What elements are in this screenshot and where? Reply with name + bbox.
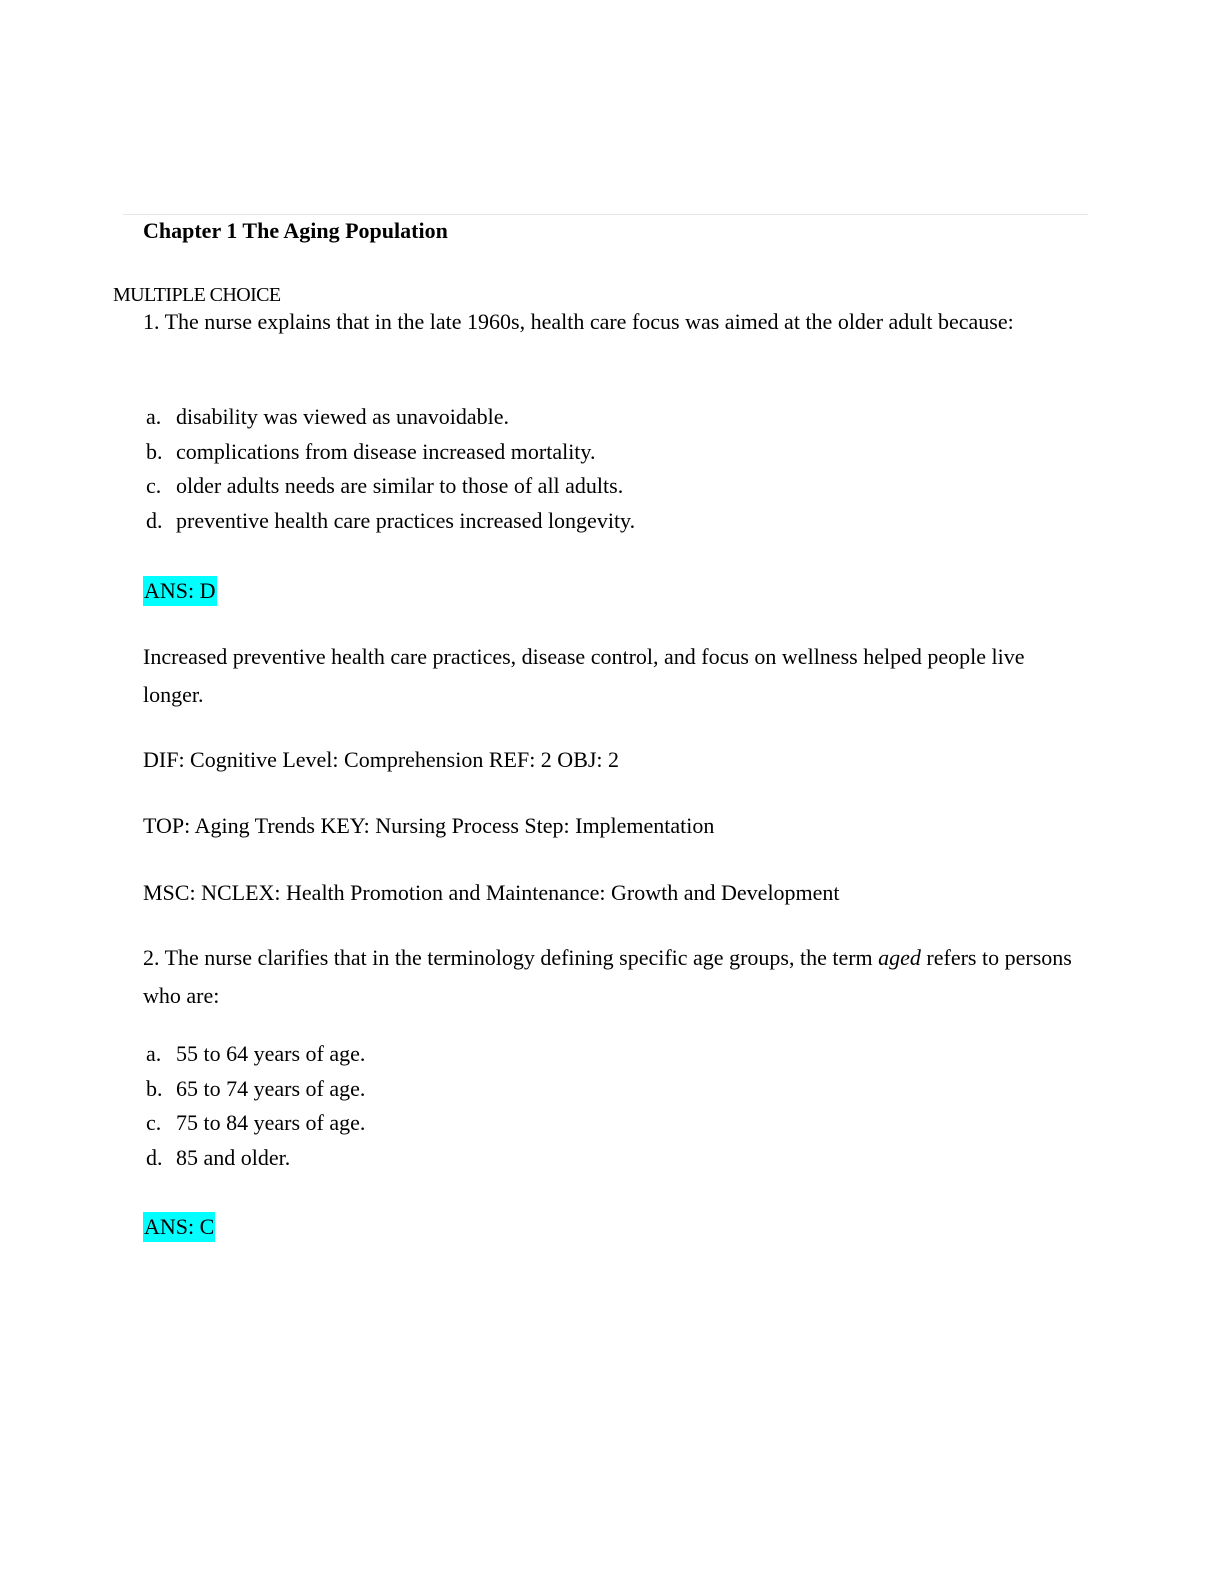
option-item xyxy=(143,1072,365,1107)
option-text: complications from disease increased mortality. xyxy=(176,438,596,464)
option-letter: d. xyxy=(146,1144,163,1170)
option-text: 75 to 84 years of age. xyxy=(176,1110,366,1135)
section-label: MULTIPLE CHOICE xyxy=(113,284,281,306)
option-letter: c. xyxy=(146,473,162,498)
question-1-rationale: Increased preventive health care practices, disease control, and focus on wellness helped people live longer. xyxy=(143,644,1025,707)
question-1-answer: ANS: D xyxy=(143,576,217,606)
option-letter: a. xyxy=(146,404,162,429)
option-item xyxy=(143,400,635,435)
question-2-options xyxy=(143,1037,365,1175)
option-letter: d. xyxy=(146,507,163,533)
header-divider xyxy=(123,214,1088,215)
option-item xyxy=(143,469,635,504)
stem-text: refers to persons who are: xyxy=(143,945,1072,1008)
option-letter: c. xyxy=(146,1110,162,1135)
question-1-top: TOP: Aging Trends KEY: Nursing Process Step: Implementation xyxy=(143,813,715,838)
option-text: older adults needs are similar to those of all adults. xyxy=(176,473,624,498)
question-1-dif: DIF: Cognitive Level: Comprehension REF: 2 OBJ: 2 xyxy=(143,747,620,772)
question-1-msc: MSC: NCLEX: Health Promotion and Maintenance: Growth and Development xyxy=(143,880,840,905)
option-text: 85 and older. xyxy=(176,1144,291,1170)
option-item xyxy=(143,1037,365,1072)
option-letter: b. xyxy=(146,1075,163,1101)
option-text: disability was viewed as unavoidable. xyxy=(176,404,509,429)
option-text: 65 to 74 years of age. xyxy=(176,1075,366,1101)
question-1-options xyxy=(143,400,635,538)
stem-text: 2. The nurse clarifies that in the terminology defining specific age groups, the term xyxy=(143,945,879,970)
stem-emphasis: aged xyxy=(878,945,921,970)
option-letter: a. xyxy=(146,1041,162,1066)
option-item xyxy=(143,435,635,470)
question-2-answer: ANS: C xyxy=(143,1212,215,1242)
question-2-stem xyxy=(143,939,1073,1015)
option-text: 55 to 64 years of age. xyxy=(176,1041,366,1066)
option-letter: b. xyxy=(146,438,163,464)
option-item xyxy=(143,504,635,539)
option-item xyxy=(143,1141,365,1176)
option-item xyxy=(143,1106,365,1141)
chapter-title: Chapter 1 The Aging Population xyxy=(143,218,448,243)
question-1-stem: 1. The nurse explains that in the late 1960s, health care focus was aimed at the older adult because: xyxy=(143,309,1014,334)
option-text: preventive health care practices increased longevity. xyxy=(176,507,636,533)
